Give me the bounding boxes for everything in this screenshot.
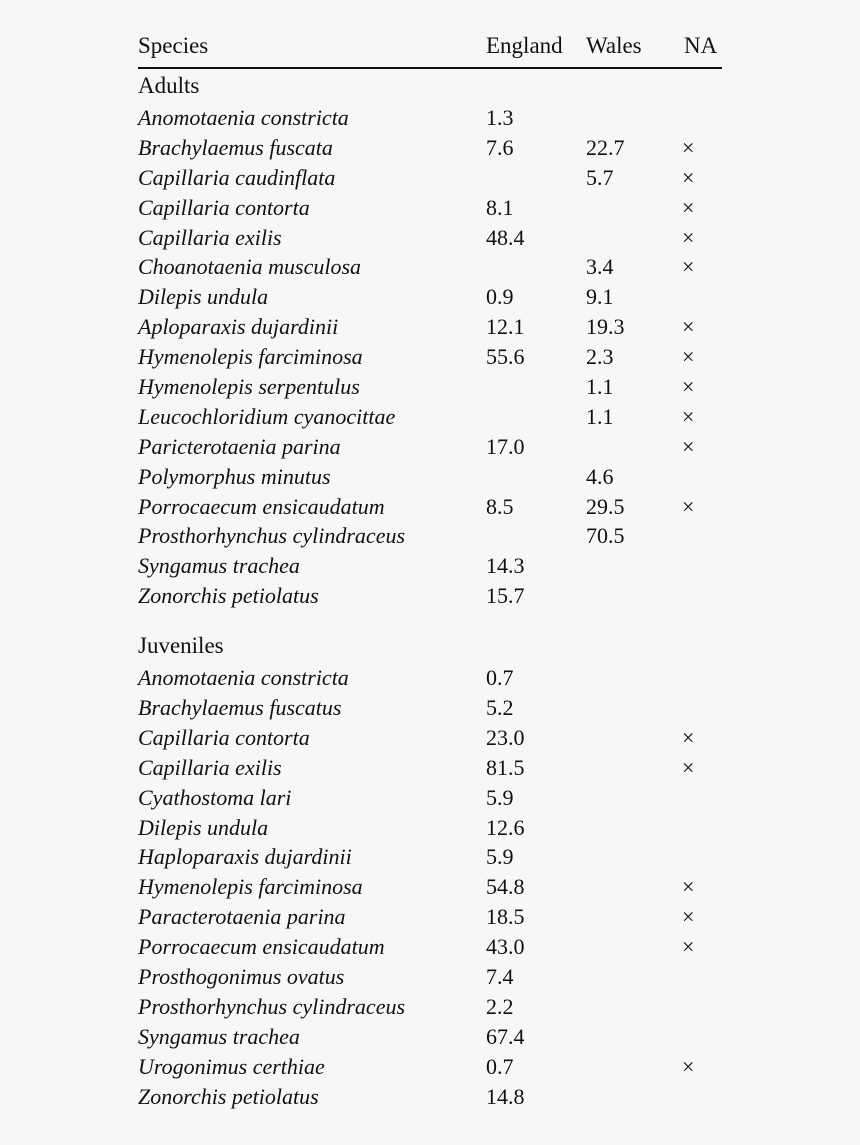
table-row	[138, 553, 722, 583]
table-row	[138, 314, 722, 344]
cell-species: Capillaria exilis	[138, 224, 282, 250]
cell-species: Hymenolepis farciminosa	[138, 874, 363, 900]
cell-species: Prosthorhynchus cylindraceus	[138, 993, 406, 1019]
table-row	[138, 725, 722, 755]
cell-species: Capillaria contorta	[138, 724, 310, 750]
cell-na: ×	[682, 314, 695, 340]
table-row	[138, 964, 722, 994]
header-species: Species	[138, 33, 209, 58]
cell-wales: 22.7	[586, 134, 625, 160]
cell-na: ×	[682, 493, 695, 519]
cell-england: 8.1	[486, 194, 514, 220]
cell-species: Dilepis undula	[138, 814, 269, 840]
table-row	[138, 874, 722, 904]
table-row	[138, 934, 722, 964]
table-row	[138, 165, 722, 195]
cell-england: 43.0	[486, 934, 525, 960]
cell-species: Zonorchis petiolatus	[138, 583, 319, 609]
cell-england: 54.8	[486, 874, 525, 900]
table-row	[138, 135, 722, 165]
cell-england: 5.9	[486, 844, 514, 870]
cell-na: ×	[682, 194, 695, 220]
table-row	[138, 523, 722, 553]
table-row	[138, 844, 722, 874]
section-title: Juveniles	[138, 633, 224, 659]
cell-england: 14.8	[486, 1083, 525, 1109]
cell-wales: 2.3	[586, 344, 614, 370]
cell-species: Hymenolepis farciminosa	[138, 344, 363, 370]
cell-england: 67.4	[486, 1023, 525, 1049]
cell-england: 0.7	[486, 665, 514, 691]
cell-england: 23.0	[486, 724, 525, 750]
cell-england: 8.5	[486, 493, 514, 519]
cell-species: Zonorchis petiolatus	[138, 1083, 319, 1109]
cell-species: Syngamus trachea	[138, 553, 300, 579]
cell-england: 81.5	[486, 754, 525, 780]
cell-species: Capillaria caudinflata	[138, 164, 336, 190]
table-row	[138, 374, 722, 404]
cell-england: 7.6	[486, 134, 514, 160]
table-row	[138, 1054, 722, 1084]
header-england: England	[486, 33, 563, 58]
cell-species: Hymenolepis serpentulus	[138, 374, 360, 400]
cell-species: Prosthogonimus ovatus	[138, 964, 345, 990]
cell-species: Polymorphus minutus	[138, 463, 331, 489]
cell-species: Capillaria contorta	[138, 194, 310, 220]
cell-species: Choanotaenia musculosa	[138, 254, 362, 280]
cell-species: Leucochloridium cyanocittae	[138, 403, 396, 429]
cell-na: ×	[682, 754, 695, 780]
cell-wales: 1.1	[586, 374, 614, 400]
header-na: NA	[684, 33, 718, 58]
table-row	[138, 785, 722, 815]
cell-species: Dilepis undula	[138, 284, 269, 310]
cell-england: 18.5	[486, 904, 525, 930]
cell-na: ×	[682, 1053, 695, 1079]
section-gap	[138, 613, 722, 629]
cell-wales: 3.4	[586, 254, 614, 280]
cell-england: 1.3	[486, 105, 514, 130]
cell-england: 12.6	[486, 814, 525, 840]
cell-wales: 70.5	[586, 523, 625, 549]
cell-species: Haploparaxis dujardinii	[138, 844, 352, 870]
table-row	[138, 254, 722, 284]
header-wales: Wales	[586, 33, 642, 58]
cell-na: ×	[682, 374, 695, 400]
cell-species: Anomotaenia constricta	[138, 105, 349, 130]
cell-na: ×	[682, 433, 695, 459]
cell-species: Porrocaecum ensicaudatum	[138, 493, 385, 519]
cell-england: 55.6	[486, 344, 525, 370]
table-row	[138, 755, 722, 785]
cell-england: 0.7	[486, 1053, 514, 1079]
cell-wales: 5.7	[586, 164, 614, 190]
cell-england: 48.4	[486, 224, 525, 250]
cell-na: ×	[682, 224, 695, 250]
cell-wales: 29.5	[586, 493, 625, 519]
cell-species: Urogonimus certhiae	[138, 1053, 325, 1079]
cell-species: Prosthorhynchus cylindraceus	[138, 523, 406, 549]
cell-species: Cyathostoma lari	[138, 784, 292, 810]
cell-species: Paracterotaenia parina	[138, 904, 346, 930]
table-row	[138, 1024, 722, 1054]
cell-na: ×	[682, 344, 695, 370]
cell-species: Syngamus trachea	[138, 1023, 300, 1049]
cell-species: Brachylaemus fuscata	[138, 134, 333, 160]
cell-species: Brachylaemus fuscatus	[138, 695, 342, 721]
table-row	[138, 284, 722, 314]
cell-wales: 19.3	[586, 314, 625, 340]
cell-na: ×	[682, 403, 695, 429]
table-row	[138, 1084, 722, 1114]
cell-wales: 1.1	[586, 403, 614, 429]
table-row	[138, 583, 722, 613]
cell-na: ×	[682, 254, 695, 280]
cell-na: ×	[682, 724, 695, 750]
table-row	[138, 904, 722, 934]
cell-species: Porrocaecum ensicaudatum	[138, 934, 385, 960]
table-row	[138, 815, 722, 845]
table-row	[138, 344, 722, 374]
cell-na: ×	[682, 164, 695, 190]
table-row	[138, 225, 722, 255]
table-row	[138, 994, 722, 1024]
table-row	[138, 695, 722, 725]
table-row	[138, 665, 722, 695]
cell-england: 5.9	[486, 784, 514, 810]
cell-species: Anomotaenia constricta	[138, 665, 349, 691]
table-row	[138, 105, 722, 135]
cell-na: ×	[682, 934, 695, 960]
cell-species: Aploparaxis dujardinii	[138, 314, 339, 340]
cell-england: 7.4	[486, 964, 514, 990]
cell-species: Capillaria exilis	[138, 754, 282, 780]
cell-england: 0.9	[486, 284, 514, 310]
cell-na: ×	[682, 874, 695, 900]
table-row	[138, 404, 722, 434]
table-header	[138, 33, 722, 67]
cell-na: ×	[682, 134, 695, 160]
table-row	[138, 434, 722, 464]
table-row	[138, 195, 722, 225]
cell-england: 2.2	[486, 993, 514, 1019]
cell-wales: 9.1	[586, 284, 614, 310]
cell-england: 17.0	[486, 433, 525, 459]
cell-species: Paricterotaenia parina	[138, 433, 341, 459]
cell-england: 12.1	[486, 314, 525, 340]
section-title: Adults	[138, 73, 200, 98]
cell-england: 5.2	[486, 695, 514, 721]
cell-wales: 4.6	[586, 463, 614, 489]
cell-england: 14.3	[486, 553, 525, 579]
table-row	[138, 494, 722, 524]
cell-england: 15.7	[486, 583, 525, 609]
species-table	[138, 33, 722, 1114]
table-row	[138, 464, 722, 494]
cell-na: ×	[682, 904, 695, 930]
table-body	[138, 69, 722, 1114]
